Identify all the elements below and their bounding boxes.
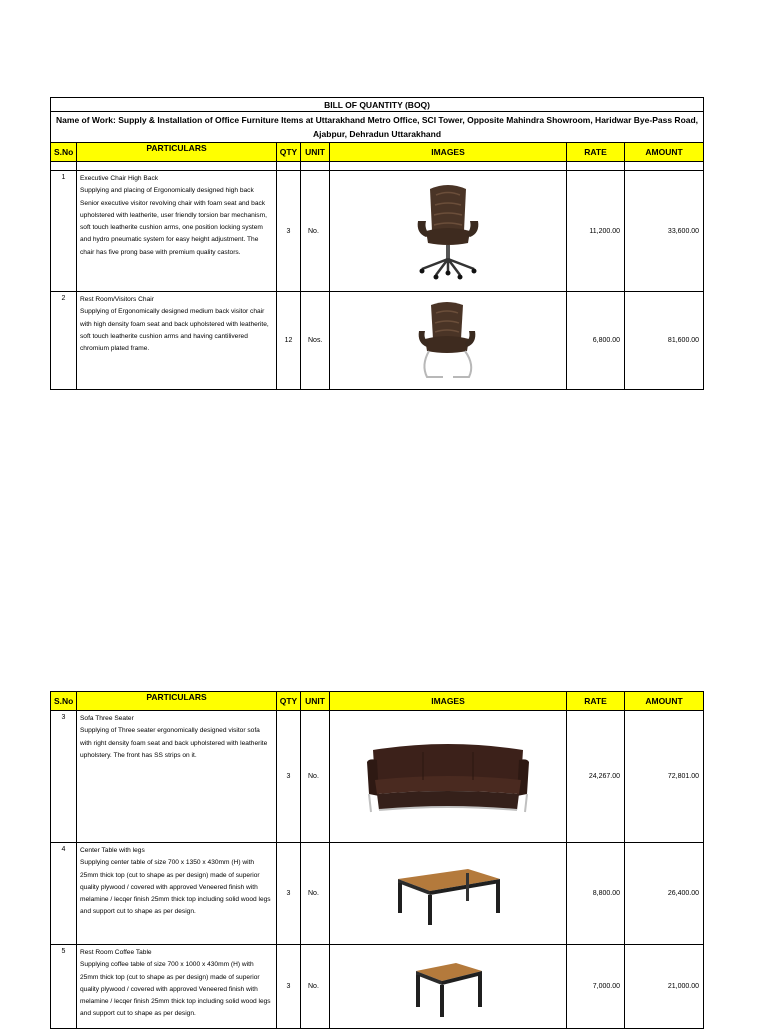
item-rate: 6,800.00: [567, 292, 625, 390]
item-particulars: [77, 711, 277, 843]
item-description: Supplying and placing of Ergonomically designed high back Senior executive visitor revolving chair with foam seat and back upholstered with leatherite, user friendly torsion bar mechanism, soft touch leatherite cushion arms, one position locking system and hydro pneumatic system for easy height adjustment. The chair has five prong base with premium quality castors.: [80, 187, 267, 256]
header-sno: S.No: [51, 143, 77, 162]
visitor-chair-image: [413, 299, 483, 383]
header-qty: QTY: [277, 692, 301, 711]
item-particulars: [77, 292, 277, 390]
header-amount: AMOUNT: [625, 692, 704, 711]
header-sno: S.No: [51, 692, 77, 711]
item-rate: 24,267.00: [567, 711, 625, 843]
item-amount: 81,600.00: [625, 292, 704, 390]
item-particulars: [77, 945, 277, 1029]
item-particulars: [77, 171, 277, 292]
item-unit: Nos.: [301, 292, 330, 390]
item-qty: 3: [277, 171, 301, 292]
boq-table-page-1: [50, 97, 704, 390]
header-unit: UNIT: [301, 692, 330, 711]
three-seater-sofa-image: [363, 732, 533, 822]
header-particulars: PARTICULARS: [77, 692, 277, 711]
item-image-cell: [330, 171, 567, 292]
item-amount: 72,801.00: [625, 711, 704, 843]
item-description: Supplying of Three seater ergonomically designed visitor sofa with right density foam seat and back upholstered with leatherite upholstery. The front has SS strips on it.: [80, 727, 268, 759]
item-title: Sofa Three Seater: [80, 715, 134, 722]
item-amount: 26,400.00: [625, 843, 704, 945]
item-sno: 2: [51, 292, 77, 390]
item-rate: 11,200.00: [567, 171, 625, 292]
boq-table-page-2: [50, 691, 704, 1029]
item-sno: 1: [51, 171, 77, 292]
header-unit: UNIT: [301, 143, 330, 162]
item-unit: No.: [301, 945, 330, 1029]
item-particulars: [77, 843, 277, 945]
executive-chair-image: [408, 181, 488, 281]
item-rate: 7,000.00: [567, 945, 625, 1029]
item-description: Supplying of Ergonomically designed medium back visitor chair with high density foam seat and back upholstered with leatherite, soft touch leatherite cushion arms and having cantilivered chromium plated frame.: [80, 308, 269, 353]
table-header-row: [51, 692, 704, 711]
item-sno: 4: [51, 843, 77, 945]
table-row: [51, 711, 704, 843]
item-title: Rest Room Coffee Table: [80, 949, 152, 956]
header-qty: QTY: [277, 143, 301, 162]
center-table-image: [388, 859, 508, 929]
header-images: IMAGES: [330, 143, 567, 162]
item-amount: 33,600.00: [625, 171, 704, 292]
header-rate: RATE: [567, 692, 625, 711]
item-qty: 3: [277, 711, 301, 843]
item-description: Supplying center table of size 700 x 1350 x 430mm (H) with 25mm thick top (cut to shape as per design) made of superior quality plywood / covered with approved Veneered finish with melamine / lecqer finish 25mm thick top including solid wood legs and support cut to shape as per design.: [80, 859, 271, 916]
item-title: Center Table with legs: [80, 847, 145, 854]
table-header-row: [51, 143, 704, 162]
item-sno: 3: [51, 711, 77, 843]
item-unit: No.: [301, 711, 330, 843]
spacer-row: [51, 162, 704, 171]
name-of-work: Name of Work: Supply & Installation of Office Furniture Items at Uttarakhand Metro Office, SCI Tower, Opposite Mahindra Showroom, Haridwar Bye-Pass Road, Ajabpur, Dehradun Uttarakhand: [51, 112, 704, 143]
item-qty: 12: [277, 292, 301, 390]
item-image-cell: [330, 292, 567, 390]
item-unit: No.: [301, 843, 330, 945]
item-image-cell: [330, 711, 567, 843]
item-image-cell: [330, 945, 567, 1029]
item-sno: 5: [51, 945, 77, 1029]
header-particulars: PARTICULARS: [77, 143, 277, 162]
item-amount: 21,000.00: [625, 945, 704, 1029]
boq-title: BILL OF QUANTITY (BOQ): [51, 98, 704, 112]
item-rate: 8,800.00: [567, 843, 625, 945]
table-row: [51, 171, 704, 292]
item-title: Executive Chair High Back: [80, 175, 159, 182]
table-row: [51, 945, 704, 1029]
header-rate: RATE: [567, 143, 625, 162]
header-images: IMAGES: [330, 692, 567, 711]
header-amount: AMOUNT: [625, 143, 704, 162]
item-title: Rest Room/Visitors Chair: [80, 296, 154, 303]
table-row: [51, 292, 704, 390]
item-qty: 3: [277, 843, 301, 945]
item-unit: No.: [301, 171, 330, 292]
item-qty: 3: [277, 945, 301, 1029]
coffee-table-image: [408, 955, 488, 1019]
item-description: Supplying coffee table of size 700 x 1000 x 430mm (H) with 25mm thick top (cut to shape as per design) made of superior quality plywood / covered with approved Veneered finish with melamine / lecqer finish 25mm thick top including solid wood legs and support cut to shape as per design.: [80, 961, 271, 1018]
table-row: [51, 843, 704, 945]
item-image-cell: [330, 843, 567, 945]
